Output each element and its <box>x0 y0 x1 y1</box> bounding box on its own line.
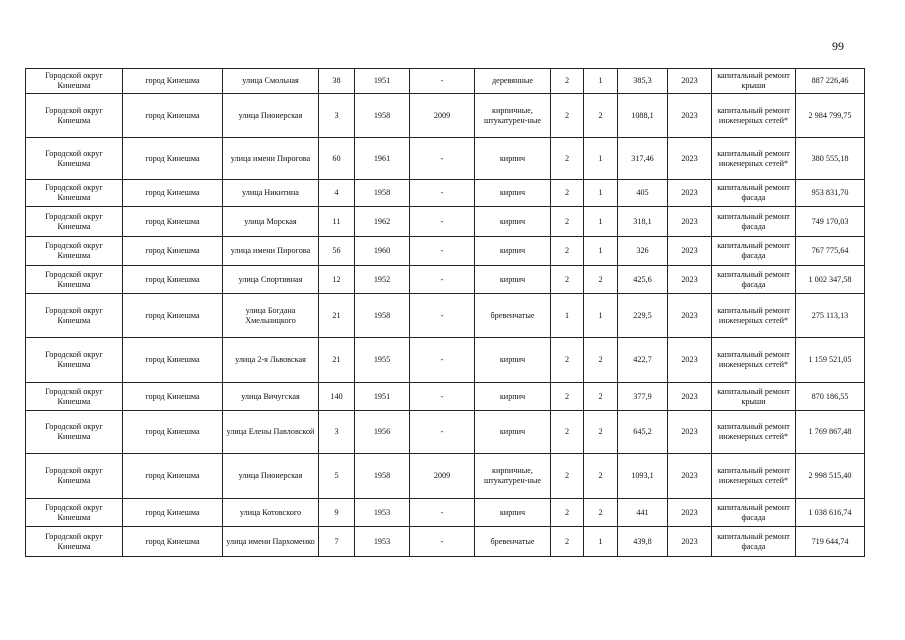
cell-build-year: 1960 <box>355 237 410 266</box>
cell-total-area: 317,46 <box>618 138 668 180</box>
cell-total-area: 1088,1 <box>618 94 668 138</box>
cell-repair-cost: 1 002 347,58 <box>796 266 865 294</box>
cell-total-area: 326 <box>618 237 668 266</box>
cell-settlement: город Кинешма <box>123 138 223 180</box>
cell-build-year: 1958 <box>355 454 410 499</box>
cell-repair-year: 2023 <box>668 527 712 557</box>
cell-reconstruction-year: - <box>410 237 475 266</box>
housing-repair-table <box>25 68 865 557</box>
cell-street: улица Богдана Хмельницкого <box>223 294 319 338</box>
cell-street: улица имени Пирогова <box>223 138 319 180</box>
table-row <box>26 454 865 499</box>
cell-repair-cost: 953 831,70 <box>796 180 865 207</box>
cell-street: улица Вичугская <box>223 383 319 411</box>
cell-repair-type: капитальный ремонт инженерных сетей* <box>712 294 796 338</box>
cell-wall-material: кирпич <box>475 383 551 411</box>
cell-repair-type: капитальный ремонт инженерных сетей* <box>712 411 796 454</box>
cell-wall-material: деревянные <box>475 69 551 94</box>
cell-reconstruction-year: 2009 <box>410 94 475 138</box>
cell-house-number: 5 <box>319 454 355 499</box>
cell-total-area: 439,8 <box>618 527 668 557</box>
cell-build-year: 1953 <box>355 499 410 527</box>
cell-repair-cost: 275 113,13 <box>796 294 865 338</box>
cell-floors: 2 <box>551 338 584 383</box>
cell-reconstruction-year: - <box>410 383 475 411</box>
cell-total-area: 318,1 <box>618 207 668 237</box>
cell-wall-material: кирпич <box>475 237 551 266</box>
cell-reconstruction-year: - <box>410 207 475 237</box>
cell-entrances: 1 <box>584 69 618 94</box>
cell-house-number: 4 <box>319 180 355 207</box>
table-row <box>26 338 865 383</box>
cell-repair-type: капитальный ремонт фасада <box>712 237 796 266</box>
cell-build-year: 1951 <box>355 69 410 94</box>
page-number: 99 <box>832 39 844 53</box>
cell-total-area: 645,2 <box>618 411 668 454</box>
table-row <box>26 499 865 527</box>
table-row <box>26 294 865 338</box>
cell-build-year: 1958 <box>355 294 410 338</box>
cell-repair-cost: 887 226,46 <box>796 69 865 94</box>
table-row <box>26 383 865 411</box>
cell-floors: 2 <box>551 94 584 138</box>
cell-municipality: Городской округ Кинешма <box>26 237 123 266</box>
cell-wall-material: кирпич <box>475 499 551 527</box>
cell-wall-material: бревенчатые <box>475 294 551 338</box>
cell-wall-material: кирпич <box>475 411 551 454</box>
cell-house-number: 21 <box>319 294 355 338</box>
cell-entrances: 2 <box>584 411 618 454</box>
cell-reconstruction-year: 2009 <box>410 454 475 499</box>
cell-municipality: Городской округ Кинешма <box>26 138 123 180</box>
cell-entrances: 2 <box>584 383 618 411</box>
cell-repair-year: 2023 <box>668 207 712 237</box>
cell-municipality: Городской округ Кинешма <box>26 383 123 411</box>
cell-reconstruction-year: - <box>410 499 475 527</box>
cell-wall-material: кирпич <box>475 180 551 207</box>
cell-reconstruction-year: - <box>410 266 475 294</box>
cell-settlement: город Кинешма <box>123 527 223 557</box>
cell-settlement: город Кинешма <box>123 411 223 454</box>
table-row <box>26 69 865 94</box>
cell-house-number: 140 <box>319 383 355 411</box>
cell-municipality: Городской округ Кинешма <box>26 527 123 557</box>
cell-repair-year: 2023 <box>668 266 712 294</box>
cell-total-area: 385,3 <box>618 69 668 94</box>
cell-entrances: 2 <box>584 94 618 138</box>
cell-municipality: Городской округ Кинешма <box>26 294 123 338</box>
cell-street: улица Никитина <box>223 180 319 207</box>
cell-repair-type: капитальный ремонт крыши <box>712 383 796 411</box>
cell-house-number: 38 <box>319 69 355 94</box>
cell-settlement: город Кинешма <box>123 69 223 94</box>
cell-street: улица имени Пирогова <box>223 237 319 266</box>
cell-entrances: 1 <box>584 527 618 557</box>
cell-wall-material: кирпич <box>475 338 551 383</box>
cell-house-number: 3 <box>319 411 355 454</box>
cell-municipality: Городской округ Кинешма <box>26 266 123 294</box>
cell-repair-cost: 719 644,74 <box>796 527 865 557</box>
cell-entrances: 1 <box>584 138 618 180</box>
cell-repair-cost: 767 775,64 <box>796 237 865 266</box>
table-row <box>26 266 865 294</box>
cell-floors: 2 <box>551 454 584 499</box>
cell-settlement: город Кинешма <box>123 237 223 266</box>
cell-entrances: 2 <box>584 499 618 527</box>
cell-reconstruction-year: - <box>410 338 475 383</box>
table-row <box>26 180 865 207</box>
cell-repair-type: капитальный ремонт инженерных сетей* <box>712 454 796 499</box>
cell-house-number: 60 <box>319 138 355 180</box>
cell-total-area: 405 <box>618 180 668 207</box>
cell-municipality: Городской округ Кинешма <box>26 180 123 207</box>
cell-total-area: 229,5 <box>618 294 668 338</box>
cell-settlement: город Кинешма <box>123 338 223 383</box>
cell-wall-material: кирпич <box>475 207 551 237</box>
cell-build-year: 1958 <box>355 180 410 207</box>
cell-street: улица 2-я Львовская <box>223 338 319 383</box>
cell-repair-cost: 2 984 799,75 <box>796 94 865 138</box>
cell-repair-cost: 870 186,55 <box>796 383 865 411</box>
cell-repair-type: капитальный ремонт инженерных сетей* <box>712 338 796 383</box>
cell-repair-year: 2023 <box>668 383 712 411</box>
cell-street: улица Пионерская <box>223 94 319 138</box>
cell-wall-material: кирпич <box>475 138 551 180</box>
cell-repair-year: 2023 <box>668 454 712 499</box>
cell-municipality: Городской округ Кинешма <box>26 338 123 383</box>
cell-repair-year: 2023 <box>668 338 712 383</box>
cell-settlement: город Кинешма <box>123 499 223 527</box>
cell-settlement: город Кинешма <box>123 294 223 338</box>
cell-house-number: 56 <box>319 237 355 266</box>
cell-build-year: 1953 <box>355 527 410 557</box>
cell-settlement: город Кинешма <box>123 266 223 294</box>
cell-wall-material: кирпич <box>475 266 551 294</box>
cell-floors: 2 <box>551 207 584 237</box>
cell-entrances: 1 <box>584 294 618 338</box>
cell-repair-year: 2023 <box>668 138 712 180</box>
cell-wall-material: кирпичные, штукатурен-ные <box>475 454 551 499</box>
cell-reconstruction-year: - <box>410 180 475 207</box>
cell-entrances: 1 <box>584 180 618 207</box>
cell-total-area: 425,6 <box>618 266 668 294</box>
cell-house-number: 3 <box>319 94 355 138</box>
cell-reconstruction-year: - <box>410 527 475 557</box>
cell-house-number: 21 <box>319 338 355 383</box>
cell-floors: 2 <box>551 383 584 411</box>
table-row <box>26 207 865 237</box>
cell-build-year: 1958 <box>355 94 410 138</box>
cell-wall-material: кирпичные, штукатурен-ные <box>475 94 551 138</box>
cell-reconstruction-year: - <box>410 69 475 94</box>
cell-floors: 2 <box>551 266 584 294</box>
cell-build-year: 1956 <box>355 411 410 454</box>
cell-settlement: город Кинешма <box>123 454 223 499</box>
cell-total-area: 377,9 <box>618 383 668 411</box>
cell-municipality: Городской округ Кинешма <box>26 94 123 138</box>
cell-repair-year: 2023 <box>668 94 712 138</box>
cell-street: улица Котовского <box>223 499 319 527</box>
cell-total-area: 441 <box>618 499 668 527</box>
cell-repair-cost: 1 769 867,48 <box>796 411 865 454</box>
table-row <box>26 411 865 454</box>
cell-street: улица Елены Павловской <box>223 411 319 454</box>
cell-build-year: 1951 <box>355 383 410 411</box>
cell-settlement: город Кинешма <box>123 207 223 237</box>
cell-street: улица Пионерская <box>223 454 319 499</box>
cell-entrances: 1 <box>584 207 618 237</box>
cell-street: улица Спортивная <box>223 266 319 294</box>
cell-floors: 2 <box>551 138 584 180</box>
cell-repair-cost: 2 998 515,40 <box>796 454 865 499</box>
cell-repair-type: капитальный ремонт инженерных сетей* <box>712 94 796 138</box>
cell-municipality: Городской округ Кинешма <box>26 411 123 454</box>
cell-street: улица имени Пархоменко <box>223 527 319 557</box>
cell-settlement: город Кинешма <box>123 94 223 138</box>
cell-reconstruction-year: - <box>410 294 475 338</box>
cell-repair-type: капитальный ремонт фасада <box>712 499 796 527</box>
cell-entrances: 2 <box>584 338 618 383</box>
cell-repair-type: капитальный ремонт фасада <box>712 527 796 557</box>
cell-repair-year: 2023 <box>668 294 712 338</box>
cell-municipality: Городской округ Кинешма <box>26 207 123 237</box>
cell-entrances: 2 <box>584 454 618 499</box>
cell-reconstruction-year: - <box>410 411 475 454</box>
cell-repair-type: капитальный ремонт фасада <box>712 180 796 207</box>
cell-municipality: Городской округ Кинешма <box>26 69 123 94</box>
cell-total-area: 422,7 <box>618 338 668 383</box>
cell-repair-type: капитальный ремонт фасада <box>712 266 796 294</box>
cell-total-area: 1093,1 <box>618 454 668 499</box>
cell-build-year: 1955 <box>355 338 410 383</box>
cell-settlement: город Кинешма <box>123 180 223 207</box>
table-row <box>26 138 865 180</box>
cell-floors: 2 <box>551 499 584 527</box>
cell-street: улица Смольная <box>223 69 319 94</box>
cell-repair-type: капитальный ремонт фасада <box>712 207 796 237</box>
cell-floors: 2 <box>551 180 584 207</box>
cell-floors: 1 <box>551 294 584 338</box>
table-row <box>26 237 865 266</box>
cell-repair-year: 2023 <box>668 411 712 454</box>
cell-reconstruction-year: - <box>410 138 475 180</box>
cell-house-number: 9 <box>319 499 355 527</box>
cell-repair-year: 2023 <box>668 180 712 207</box>
cell-repair-cost: 749 170,03 <box>796 207 865 237</box>
cell-build-year: 1952 <box>355 266 410 294</box>
cell-repair-year: 2023 <box>668 499 712 527</box>
table-body <box>26 69 865 557</box>
cell-entrances: 2 <box>584 266 618 294</box>
cell-settlement: город Кинешма <box>123 383 223 411</box>
cell-build-year: 1962 <box>355 207 410 237</box>
cell-floors: 2 <box>551 411 584 454</box>
cell-floors: 2 <box>551 527 584 557</box>
cell-wall-material: бревенчатые <box>475 527 551 557</box>
cell-repair-year: 2023 <box>668 237 712 266</box>
cell-repair-cost: 380 555,18 <box>796 138 865 180</box>
cell-floors: 2 <box>551 237 584 266</box>
cell-municipality: Городской округ Кинешма <box>26 499 123 527</box>
cell-house-number: 7 <box>319 527 355 557</box>
cell-repair-type: капитальный ремонт крыши <box>712 69 796 94</box>
cell-repair-cost: 1 159 521,05 <box>796 338 865 383</box>
cell-repair-type: капитальный ремонт инженерных сетей* <box>712 138 796 180</box>
cell-floors: 2 <box>551 69 584 94</box>
cell-repair-cost: 1 038 616,74 <box>796 499 865 527</box>
cell-municipality: Городской округ Кинешма <box>26 454 123 499</box>
cell-house-number: 12 <box>319 266 355 294</box>
cell-street: улица Морская <box>223 207 319 237</box>
cell-repair-year: 2023 <box>668 69 712 94</box>
cell-build-year: 1961 <box>355 138 410 180</box>
table-row <box>26 94 865 138</box>
cell-house-number: 11 <box>319 207 355 237</box>
cell-entrances: 1 <box>584 237 618 266</box>
table-row <box>26 527 865 557</box>
